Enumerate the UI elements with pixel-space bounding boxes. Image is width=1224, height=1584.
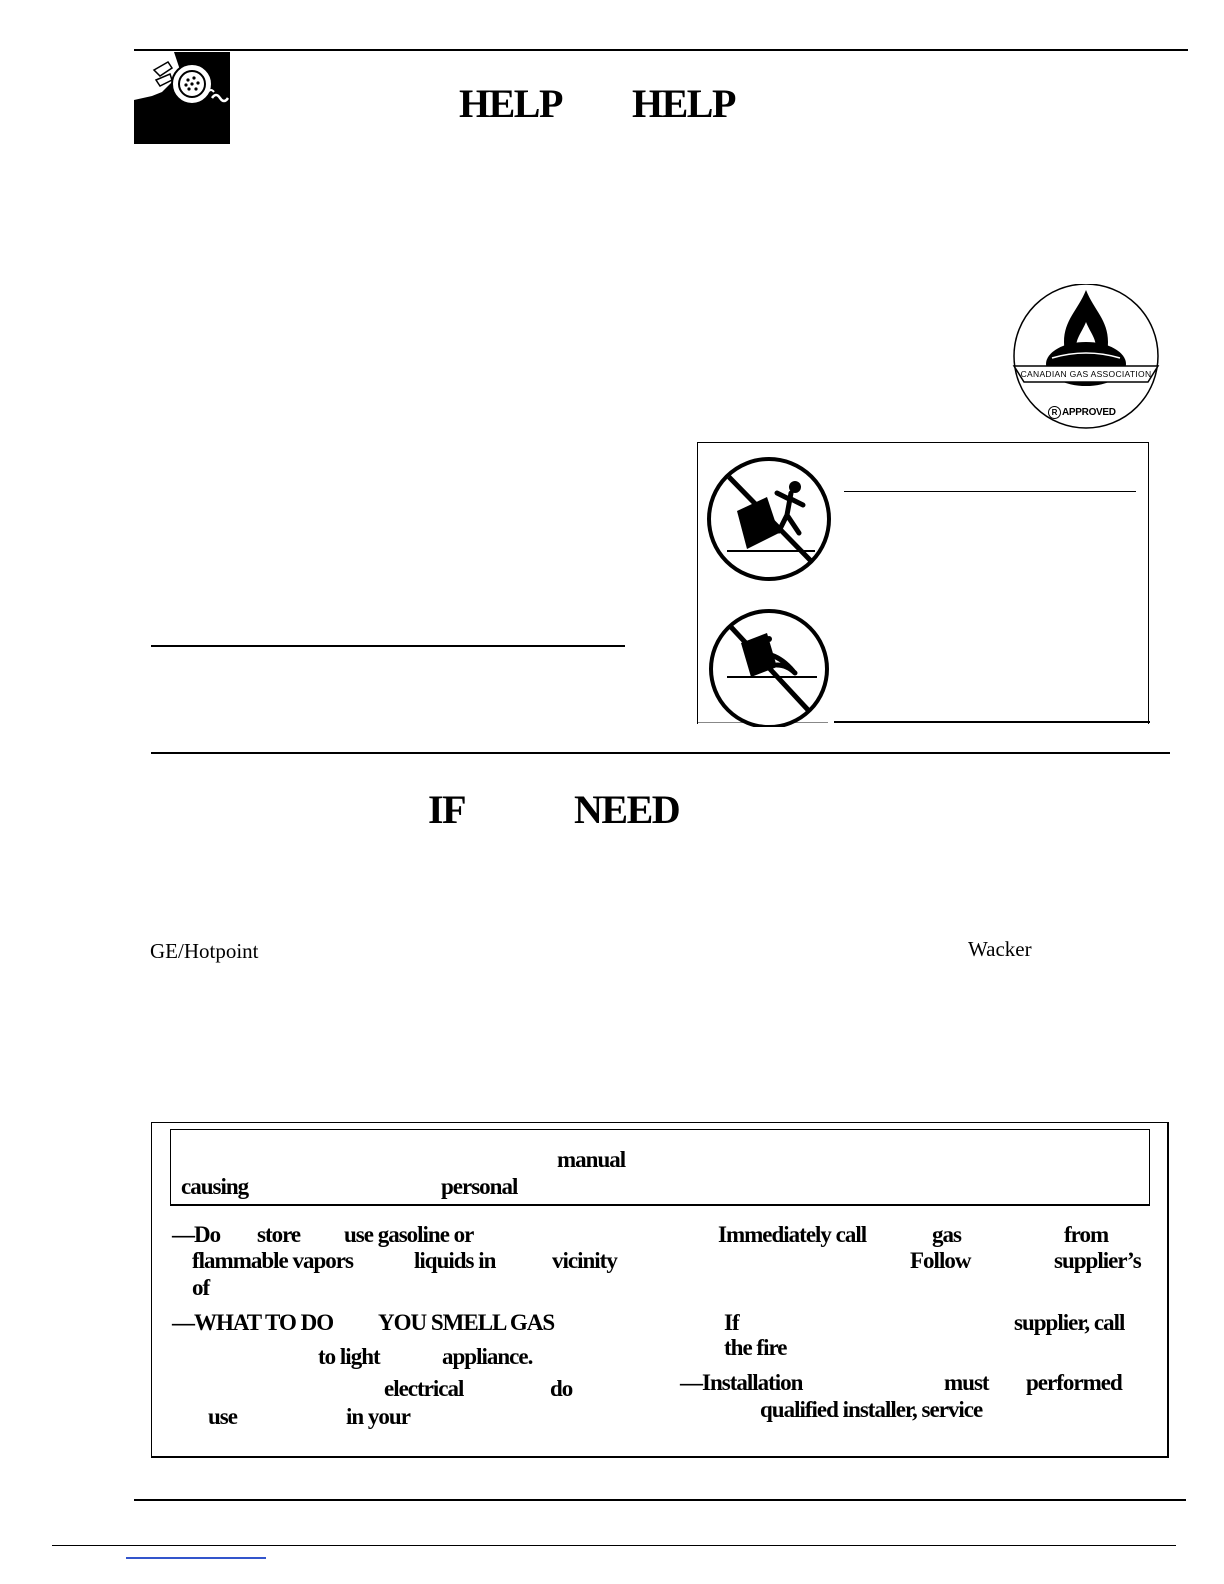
left-l1-w2: store — [257, 1222, 301, 1247]
footer-rule — [134, 1499, 1186, 1501]
word-personal: personal — [441, 1174, 518, 1199]
right-l5-w1: —Installation — [680, 1370, 803, 1395]
right-l1-w2: gas — [932, 1222, 961, 1247]
gas-safety-warning-box — [151, 1122, 1169, 1458]
word-manual: manual — [557, 1147, 626, 1172]
brand-wacker: Wacker — [968, 937, 1032, 961]
section-divider — [151, 752, 1170, 754]
section2-heading-word-2: NEED — [574, 787, 680, 832]
left-l1-w1: —Do — [172, 1222, 221, 1247]
right-l6-w1: qualified installer, service — [760, 1397, 983, 1422]
header-title-word-1: HELP — [459, 81, 562, 126]
cga-ring-text: CANADIAN GAS ASSOCIATION — [1020, 369, 1152, 379]
no-tipping-range-icon — [707, 607, 831, 732]
left-l2-w1: flammable vapors — [192, 1248, 353, 1273]
section2-heading-word-1: IF — [428, 787, 465, 832]
phone-icon — [134, 52, 230, 144]
page-bottom-rule — [52, 1545, 1176, 1546]
left-l6-w1: electrical — [384, 1376, 464, 1401]
warning-box-bottom-rule — [834, 721, 1150, 723]
no-standing-on-door-icon — [707, 453, 831, 590]
right-l4-w1: the fire — [724, 1335, 787, 1360]
top-rule — [134, 49, 1188, 51]
right-l2-w1: Follow — [910, 1248, 971, 1273]
cga-flame-seal-icon — [1008, 284, 1162, 436]
left-l2-w3: vicinity — [552, 1248, 617, 1273]
header-title-word-2: HELP — [632, 81, 735, 126]
right-l2-w2: supplier’s — [1054, 1248, 1141, 1273]
right-l3-w2: supplier, call — [1014, 1310, 1125, 1335]
left-l3-w1: of — [192, 1275, 210, 1300]
left-l7-w2: in your — [346, 1404, 410, 1429]
right-l5-w2: must — [944, 1370, 989, 1395]
left-l2-w2: liquids in — [414, 1248, 496, 1273]
left-column-rule — [151, 645, 625, 647]
brand-gehotpoint: GE/Hotpoint — [150, 939, 259, 963]
warning-box-rule-top — [844, 491, 1136, 492]
left-l5-w2: appliance. — [442, 1344, 533, 1369]
left-l4-w1: —WHAT TO DO — [172, 1310, 334, 1335]
right-l3-w1: If — [724, 1310, 739, 1335]
left-l1-w3: use gasoline or — [344, 1222, 474, 1247]
left-l5-w1: to light — [318, 1344, 380, 1369]
left-l7-w1: use — [208, 1404, 237, 1429]
approved-label: APPROVED — [1062, 407, 1116, 418]
left-l4-w2: YOU SMELL GAS — [378, 1310, 555, 1335]
right-l5-w3: performed — [1026, 1370, 1122, 1395]
safety-warning-header — [170, 1129, 1150, 1206]
left-l6-w2: do — [550, 1376, 573, 1401]
registered-mark: R — [1048, 406, 1061, 419]
page-link-underline — [126, 1557, 266, 1559]
word-causing: causing — [181, 1174, 249, 1199]
right-l1-w1: Immediately call — [718, 1222, 867, 1247]
anti-tip-warning-box — [697, 442, 1149, 724]
right-l1-w3: from — [1064, 1222, 1109, 1247]
